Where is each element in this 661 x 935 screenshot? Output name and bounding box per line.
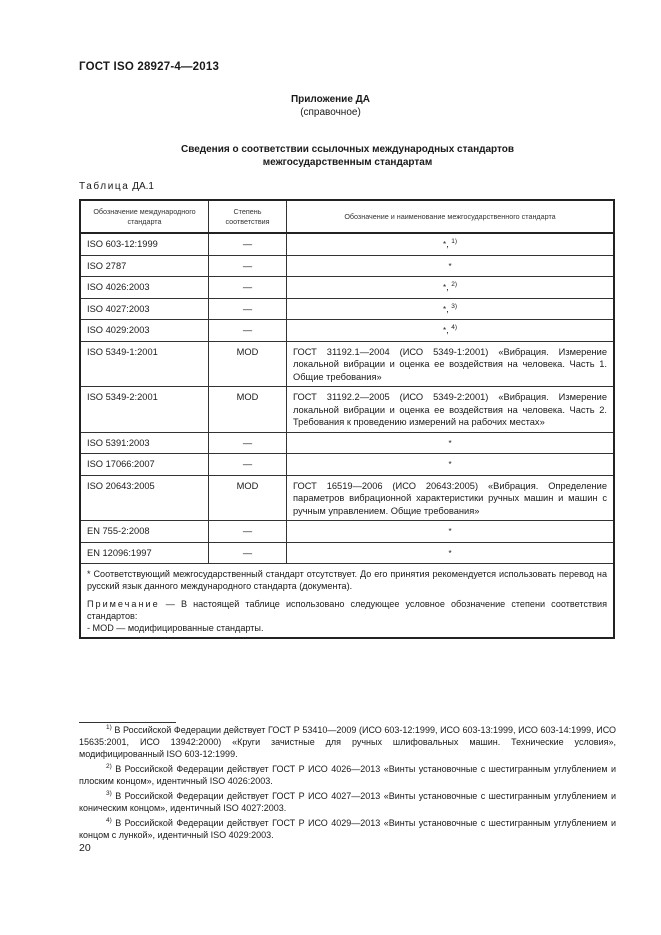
degree-cell: — <box>209 454 287 476</box>
international-standard-cell: EN 12096:1997 <box>80 542 209 564</box>
page-number: 20 <box>79 842 91 854</box>
degree-cell: MOD <box>209 387 287 433</box>
section-title-line-1: Сведения о соответствии ссылочных международных стандартов <box>180 144 515 155</box>
degree-cell: MOD <box>209 341 287 387</box>
degree-cell: — <box>209 542 287 564</box>
footnote-reference: 4) <box>451 323 458 331</box>
appendix-title: Приложение ДА <box>290 94 371 105</box>
national-standard-cell <box>287 454 615 476</box>
degree-cell: — <box>209 233 287 255</box>
table-row <box>80 454 614 476</box>
footnote-mark: 4) <box>106 817 112 824</box>
table-caption-number: ДА.1 <box>132 181 154 192</box>
table-notes <box>80 564 614 639</box>
degree-cell: — <box>209 521 287 543</box>
national-standard-cell: *, $^{4)}$ <box>287 320 615 342</box>
footnote-mark: 2) <box>106 763 112 770</box>
national-standard-cell <box>287 432 615 454</box>
header-national-standard: Обозначение и наименование межгосударственного стандарта <box>287 200 615 233</box>
appendix-subtitle: (справочное) <box>300 107 361 118</box>
international-standard-cell: ISO 20643:2005 <box>80 475 209 521</box>
international-standard-cell: EN 755-2:2008 <box>80 521 209 543</box>
table-row <box>80 542 614 564</box>
header-degree: Степень соответствия <box>209 200 287 233</box>
international-standard-cell: ISO 5349-2:2001 <box>80 387 209 433</box>
note-label: Примечание <box>87 599 160 609</box>
degree-cell: — <box>209 298 287 320</box>
table-row <box>80 521 614 543</box>
appendix-heading <box>0 93 661 119</box>
no-equivalent-asterisk: * <box>442 240 447 249</box>
table-row <box>80 387 614 433</box>
international-standard-cell: ISO 5349-1:2001 <box>80 341 209 387</box>
international-standard-cell: ISO 603-12:1999 <box>80 233 209 255</box>
footnote-text: В Российской Федерации действует ГОСТ Р ИСО 4027—2013 «Винты установочные с шестигранным углублением и коническим концом», идентичный ISO 4027:2003. <box>79 791 616 813</box>
table-caption <box>79 181 154 192</box>
international-standard-cell: ISO 4027:2003 <box>80 298 209 320</box>
no-equivalent-asterisk: * <box>448 261 452 271</box>
national-standard-cell: *, $^{2)}$ <box>287 277 615 299</box>
degree-cell: — <box>209 277 287 299</box>
no-equivalent-asterisk: * <box>442 283 447 292</box>
footnote-reference: 3) <box>451 302 458 310</box>
no-equivalent-asterisk: * <box>448 438 452 448</box>
note-paragraph <box>87 598 607 622</box>
no-equivalent-asterisk: * <box>448 460 452 469</box>
table-row <box>80 341 614 387</box>
section-title-line-2: межгосударственным стандартам <box>262 157 433 168</box>
national-standard-cell: ГОСТ 31192.2—2005 (ИСО 5349-2:2001) «Вибрация. Измерение локальной вибрации и оценка ее воздействия на человека. Часть 2. Требования к проведению измерений на рабочих местах» <box>287 387 615 433</box>
table-row <box>80 432 614 454</box>
degree-cell: MOD <box>209 475 287 521</box>
international-standard-cell: ISO 4026:2003 <box>80 277 209 299</box>
notes-row <box>80 564 614 639</box>
footnote-separator <box>79 722 176 723</box>
degree-cell: — <box>209 320 287 342</box>
mod-definition: - MOD — модифицированные стандарты. <box>87 623 264 633</box>
footnote-reference: 2) <box>451 280 458 288</box>
footnotes <box>79 724 616 844</box>
no-equivalent-asterisk: * <box>442 304 447 314</box>
section-title <box>0 143 661 169</box>
footnote-text: В Российской Федерации действует ГОСТ Р 53410—2009 (ИСО 603-12:1999, ИСО 603-13:1999, ИСО 603-14:1999, ИСО 15635:2001, ИСО 13942:2000) «Круги зачистные для ручных шлифовальных машин. Технические условия», модифицированный ISO 603-12:1999. <box>79 725 616 759</box>
footnote-mark: 1) <box>106 724 112 731</box>
international-standard-cell: ISO 2787 <box>80 255 209 277</box>
international-standard-cell: ISO 17066:2007 <box>80 454 209 476</box>
international-standard-cell: ISO 5391:2003 <box>80 432 209 454</box>
table-row <box>80 320 614 342</box>
national-standard-cell <box>287 255 615 277</box>
no-equivalent-asterisk: * <box>448 548 452 558</box>
national-standard-cell <box>287 521 615 543</box>
header-international-standard: Обозначение международного стандарта <box>80 200 209 233</box>
no-equivalent-asterisk: * <box>442 326 447 335</box>
national-standard-cell <box>287 542 615 564</box>
footnote-mark: 3) <box>106 790 112 797</box>
footnote-text: В Российской Федерации действует ГОСТ Р ИСО 4026—2013 «Винты установочные с шестигранным углублением и плоским концом», идентичный ISO 4026:2003. <box>79 764 616 786</box>
table-row <box>80 233 614 255</box>
table-row <box>80 298 614 320</box>
asterisk-note: * Соответствующий межгосударственный стандарт отсутствует. До его принятия рекомендуется использовать перевод на русский язык данного международного стандарта (документа). <box>87 569 607 591</box>
international-standard-cell: ISO 4029:2003 <box>80 320 209 342</box>
footnote-text: В Российской Федерации действует ГОСТ Р ИСО 4029—2013 «Винты установочные с шестигранным углублением и концом с лункой», идентичный ISO 4029:2003. <box>79 818 616 840</box>
footnote <box>79 817 616 841</box>
no-equivalent-asterisk: * <box>448 527 452 536</box>
table-caption-word: Таблица <box>79 181 130 192</box>
degree-cell: — <box>209 255 287 277</box>
note-text: — В настоящей таблице использовано следующее условное обозначение степени соответствия стандартов: <box>87 599 607 621</box>
national-standard-cell: ГОСТ 16519—2006 (ИСО 20643:2005) «Вибрация. Определение параметров вибрационной характеристики ручных машин и машин с ручным управлением. Общие требования» <box>287 475 615 521</box>
footnote <box>79 763 616 787</box>
degree-cell: — <box>209 432 287 454</box>
document-code: ГОСТ ISO 28927-4—2013 <box>79 61 220 73</box>
table-row <box>80 475 614 521</box>
national-standard-cell: *, $^{3)}$ <box>287 298 615 320</box>
footnote-reference: 1) <box>451 237 458 245</box>
national-standard-cell: ГОСТ 31192.1—2004 (ИСО 5349-1:2001) «Вибрация. Измерение локальной вибрации и оценка ее воздействия на человека. Часть 1. Общие требования» <box>287 341 615 387</box>
footnote <box>79 724 616 760</box>
table-header-row <box>80 200 614 233</box>
table-row <box>80 277 614 299</box>
national-standard-cell: *, $^{1)}$ <box>287 233 615 255</box>
standards-table <box>79 199 615 639</box>
footnote <box>79 790 616 814</box>
table-body <box>80 233 614 564</box>
table-row <box>80 255 614 277</box>
